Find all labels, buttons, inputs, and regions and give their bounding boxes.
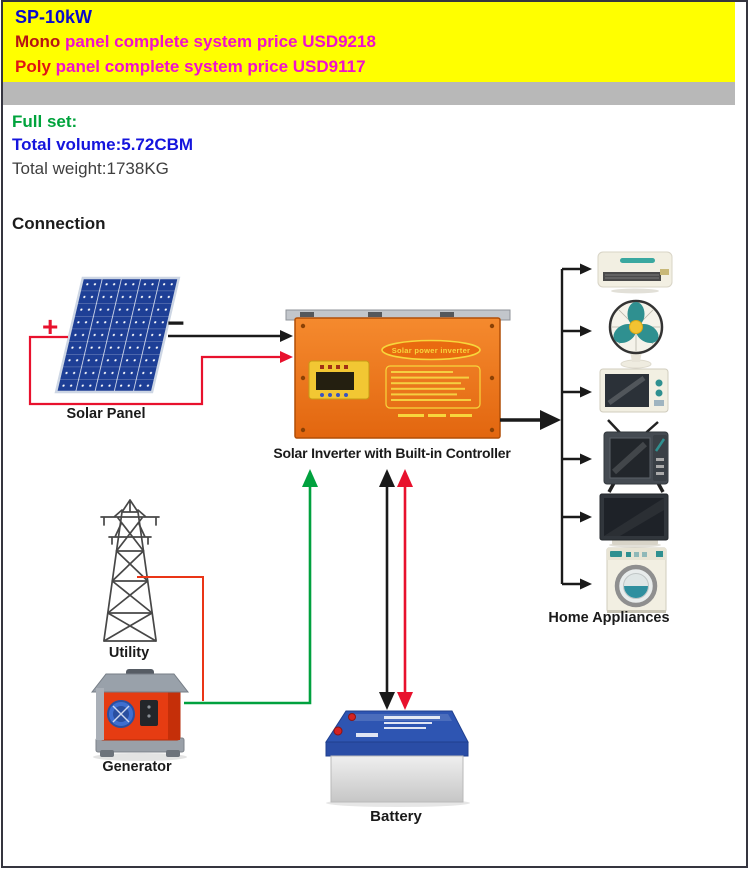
arrowhead (280, 330, 293, 342)
solar-panel-icon (42, 278, 185, 422)
solar-inverter-icon (273, 310, 511, 461)
air-conditioner-icon (598, 252, 672, 294)
battery-wire-red (397, 469, 413, 710)
poly-prefix: Poly (15, 57, 51, 76)
microwave-oven-icon (600, 369, 668, 412)
inverter-label: Solar Inverter with Built-in Controller (273, 445, 511, 461)
mono-price-text: panel complete system price USD9218 (60, 32, 376, 51)
inverter-cert-text (398, 414, 472, 417)
mono-prefix: Mono (15, 32, 61, 51)
arrowhead (280, 351, 293, 363)
pv-minus-sign: − (167, 307, 185, 340)
generator-label: Generator (102, 759, 172, 775)
battery-wire-black (379, 469, 395, 710)
branch-arrowheads (580, 264, 592, 590)
solar-panel-label: Solar Panel (66, 406, 146, 422)
pv-negative-wire (168, 330, 293, 342)
total-volume-label: Total volume:5.72CBM (12, 135, 194, 154)
full-set-label: Full set: (12, 112, 78, 131)
utility-tower-icon (101, 500, 159, 641)
home-appliances-label: Home Appliances (548, 610, 670, 626)
distribution-bus (562, 269, 580, 584)
model-title: SP-10kW (15, 7, 93, 27)
ac-output-arrow (500, 410, 561, 430)
lcd-screen (316, 372, 354, 390)
inverter-badge (382, 341, 480, 360)
inverter-display-panel (309, 361, 369, 399)
pv-plus-sign: + (42, 311, 59, 342)
generator-icon (92, 669, 188, 761)
crt-tv-icon (604, 420, 668, 492)
connection-heading: Connection (12, 214, 106, 233)
utility-label: Utility (108, 645, 150, 661)
generator-to-inverter-wire (184, 469, 318, 703)
total-weight-label: Total weight:1738KG (12, 159, 169, 178)
inverter-badge-text: Solar power inverter (391, 346, 471, 355)
washing-machine-icon (607, 548, 666, 613)
desk-fan-icon (610, 301, 662, 368)
poly-price-text: panel complete system price USD9117 (50, 57, 366, 76)
battery-label: Battery (370, 808, 422, 825)
battery-icon (326, 711, 470, 807)
flat-screen-tv-icon (600, 494, 668, 548)
